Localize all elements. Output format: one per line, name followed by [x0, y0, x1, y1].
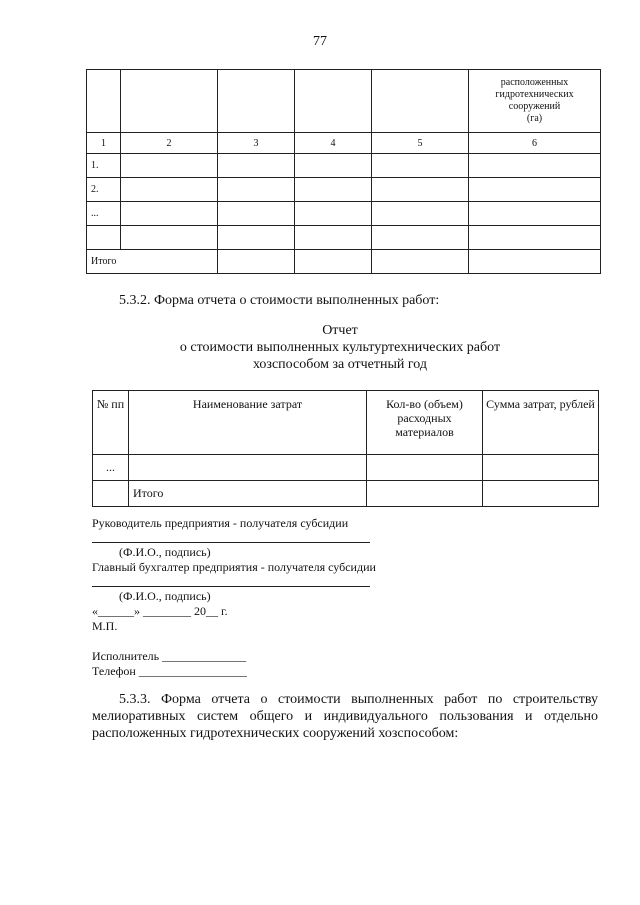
fio-caption: (Ф.И.О., подпись) [119, 589, 211, 603]
manager-label: Руководитель предприятия - получателя субсидии [92, 516, 349, 530]
signature-line [92, 586, 370, 587]
table-total-row [93, 481, 599, 507]
row-number: 1. [87, 154, 121, 178]
column-number-row [87, 133, 601, 154]
table-row [93, 455, 599, 481]
section-5-3-2-heading: 5.3.2. Форма отчета о стоимости выполненных работ: [119, 293, 440, 308]
executor-label: Исполнитель ______________ [92, 649, 247, 663]
header-num: № пп [93, 391, 129, 455]
header-cell [218, 70, 295, 133]
table-header-row [87, 70, 601, 133]
signature-line [92, 542, 370, 543]
column-number: 1 [87, 133, 121, 154]
fio-caption: (Ф.И.О., подпись) [119, 545, 211, 559]
column-number: 2 [121, 133, 218, 154]
accountant-label: Главный бухгалтер предприятия - получателя субсидии [92, 560, 376, 574]
column-number: 3 [218, 133, 295, 154]
date-line: «______» ________ 20__ г. [92, 604, 228, 618]
row-number [87, 226, 121, 250]
continued-table [86, 69, 601, 274]
row-number: ... [87, 202, 121, 226]
total-label: Итого [87, 250, 218, 274]
stamp-label: М.П. [92, 619, 118, 633]
header-sum: Сумма затрат, рублей [483, 391, 599, 455]
phone-label: Телефон __________________ [92, 664, 247, 678]
table-row [87, 178, 601, 202]
report-title-line3: хозспособом за отчетный год [252, 357, 428, 372]
column-number: 6 [469, 133, 601, 154]
page-number: 77 [313, 34, 327, 49]
column-number: 5 [372, 133, 469, 154]
table-header-row [93, 391, 599, 455]
table-total-row [87, 250, 601, 274]
table-row [87, 154, 601, 178]
cost-report-table [92, 390, 599, 507]
section-5-3-3-paragraph: 5.3.3. Форма отчета о стоимости выполненных работ по строительству мелиоративных систем общего и индивидуального пользования и отдельно расположенных гидротехнических сооружений хозспособом: [92, 692, 598, 741]
header-cell-area: расположенных гидротехнических сооружений (га) [469, 70, 601, 133]
header-cell [295, 70, 372, 133]
row-number: ... [93, 455, 129, 481]
total-label: Итого [129, 481, 367, 507]
row-number: 2. [87, 178, 121, 202]
header-name: Наименование затрат [129, 391, 367, 455]
header-cell [372, 70, 469, 133]
table-row [87, 226, 601, 250]
table-row [87, 202, 601, 226]
header-cell [87, 70, 121, 133]
column-number: 4 [295, 133, 372, 154]
report-title-line1: Отчет [322, 323, 358, 338]
header-qty: Кол-во (объем) расходных материалов [367, 391, 483, 455]
header-cell [121, 70, 218, 133]
report-title-line2: о стоимости выполненных культуртехнических работ [179, 340, 501, 355]
